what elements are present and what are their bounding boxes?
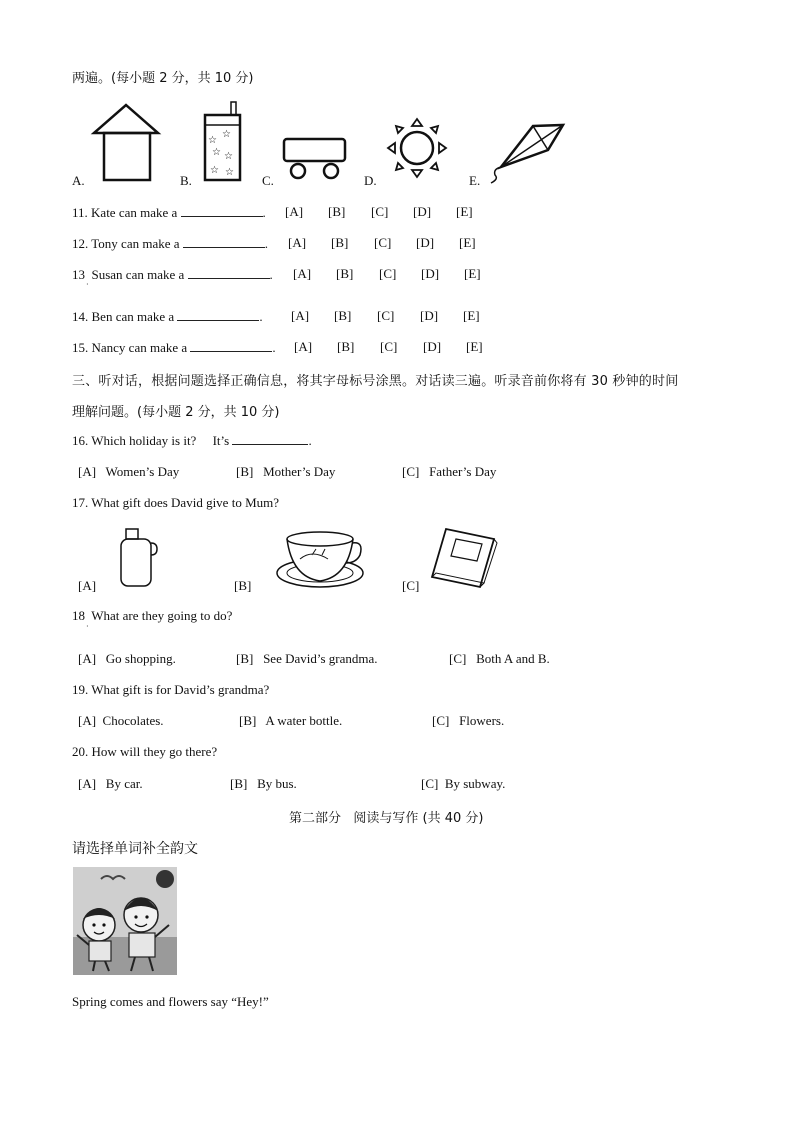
pic-label-b: B.: [180, 173, 192, 188]
svg-text:☆: ☆: [210, 165, 219, 176]
q15-option-a[interactable]: [A]: [294, 339, 313, 354]
q20-option-b[interactable]: [B] By bus.: [230, 776, 297, 791]
question-14: 14. Ben can make a .: [72, 309, 263, 324]
q14-option-d[interactable]: [D]: [420, 308, 439, 323]
svg-text:☆: ☆: [225, 167, 234, 178]
cloze-instruction: 请选择单词补全韵文: [72, 841, 198, 857]
teacup-icon: [277, 532, 363, 587]
q20-option-a[interactable]: [A] By car.: [78, 776, 143, 791]
kite-icon: [491, 125, 563, 183]
bottle-icon: [121, 529, 157, 586]
svg-text:☆: ☆: [224, 151, 233, 162]
section3-instruction-line2: 理解问题。(每小题 2 分，共 10 分): [72, 405, 280, 420]
q15-option-e[interactable]: [E]: [466, 339, 483, 354]
question-16: 16. Which holiday is it? It’s .: [72, 433, 312, 448]
pic-label-a: A.: [72, 173, 85, 188]
poem-line: Spring comes and flowers say “Hey!”: [72, 994, 269, 1009]
section-intro: 两遍。(每小题 2 分，共 10 分): [72, 71, 254, 86]
q15-option-b[interactable]: [B]: [337, 339, 355, 354]
q11-option-b[interactable]: [B]: [328, 204, 346, 219]
svg-text:☆: ☆: [208, 135, 217, 146]
q11-option-c[interactable]: [C]: [371, 204, 389, 219]
pic-label-e: E.: [469, 173, 481, 188]
question-12: 12. Tony can make a .: [72, 236, 269, 251]
sun-icon: [388, 119, 446, 177]
picture-row: [0, 95, 794, 215]
q11-option-d[interactable]: [D]: [413, 204, 432, 219]
q11-option-e[interactable]: [E]: [456, 204, 473, 219]
q11-option-a[interactable]: [A]: [285, 204, 304, 219]
question-20: 20. How will they go there?: [72, 744, 218, 759]
q13-option-e[interactable]: [E]: [464, 266, 481, 281]
q20-option-c[interactable]: [C] By subway.: [421, 776, 506, 791]
q12-option-b[interactable]: [B]: [331, 235, 349, 250]
svg-text:☆: ☆: [222, 129, 231, 140]
question-11: 11. Kate can make a .: [72, 205, 266, 220]
carton-icon: [205, 102, 240, 180]
q15-option-d[interactable]: [D]: [423, 339, 442, 354]
q13-option-a[interactable]: [A]: [293, 266, 312, 281]
part-two-title: 第二部分 阅读与写作 (共 40 分): [289, 811, 484, 826]
q17-pictures: [0, 525, 794, 605]
q12-option-a[interactable]: [A]: [288, 235, 307, 250]
q14-option-c[interactable]: [C]: [377, 308, 395, 323]
q19-option-a[interactable]: [A] Chocolates.: [78, 713, 164, 728]
q14-option-e[interactable]: [E]: [463, 308, 480, 323]
pic-label-d: D.: [364, 173, 377, 188]
q12-option-d[interactable]: [D]: [416, 235, 435, 250]
q16-option-c[interactable]: [C] Father’s Day: [402, 464, 497, 479]
q16-option-b[interactable]: [B] Mother’s Day: [236, 464, 336, 479]
question-17: 17. What gift does David give to Mum?: [72, 495, 280, 510]
q12-option-c[interactable]: [C]: [374, 235, 392, 250]
cart-icon: [284, 139, 345, 178]
q19-option-b[interactable]: [B] A water bottle.: [239, 713, 343, 728]
q14-option-b[interactable]: [B]: [334, 308, 352, 323]
q17-option-b[interactable]: [B]: [234, 578, 252, 593]
q12-option-e[interactable]: [E]: [459, 235, 476, 250]
q13-option-d[interactable]: [D]: [421, 266, 440, 281]
q14-option-a[interactable]: [A]: [291, 308, 310, 323]
question-13: 13 Susan can make a .: [72, 267, 273, 282]
pic-label-c: C.: [262, 173, 274, 188]
q18-option-c[interactable]: [C] Both A and B.: [449, 651, 550, 666]
q13-option-b[interactable]: [B]: [336, 266, 354, 281]
q18-option-a[interactable]: [A] Go shopping.: [78, 651, 176, 666]
svg-text:☆: ☆: [212, 147, 221, 158]
q17-option-c[interactable]: [C]: [402, 578, 420, 593]
q15-option-c[interactable]: [C]: [380, 339, 398, 354]
house-icon: [94, 105, 158, 180]
q17-option-a[interactable]: [A]: [78, 578, 97, 593]
q16-option-a[interactable]: [A] Women’s Day: [78, 464, 180, 479]
question-18: 18 What are they going to do?: [72, 608, 233, 623]
question-15: 15. Nancy can make a .: [72, 340, 276, 355]
book-icon: [432, 529, 497, 587]
kids-illustration: [73, 867, 183, 977]
q19-option-c[interactable]: [C] Flowers.: [432, 713, 505, 728]
section3-instruction-line1: 三、听对话，根据问题选择正确信息，将其字母标号涂黑。对话读三遍。听录音前你将有 30 秒钟的时间: [72, 374, 679, 389]
q13-option-c[interactable]: [C]: [379, 266, 397, 281]
question-19: 19. What gift is for David’s grandma?: [72, 682, 270, 697]
q18-option-b[interactable]: [B] See David’s grandma.: [236, 651, 378, 666]
